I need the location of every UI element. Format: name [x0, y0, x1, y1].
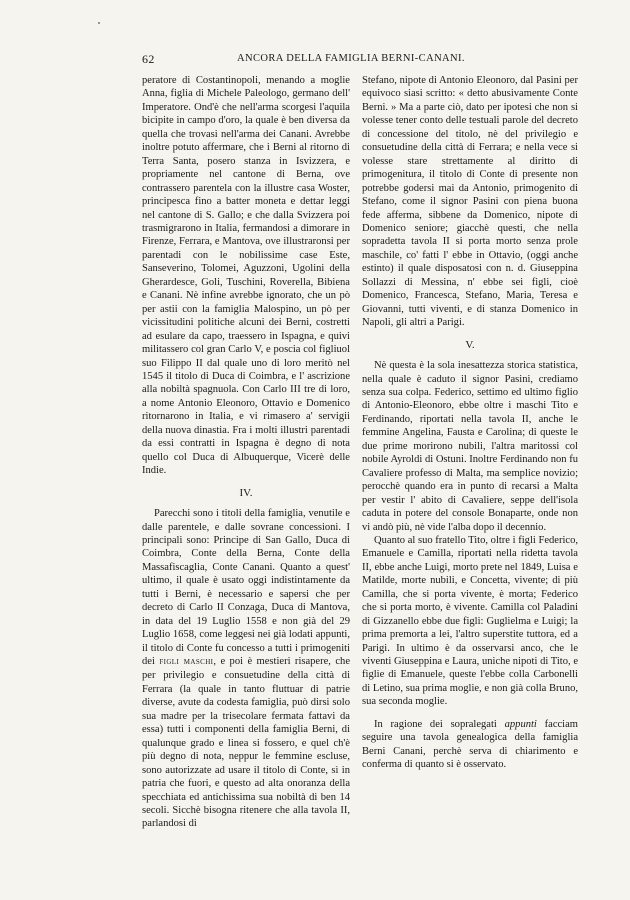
paragraph-right-4: [362, 718, 578, 772]
small-caps-phrase: figli maschi: [159, 657, 214, 668]
paragraph-left-2-part-b: , e poi è mestieri risapere, che per privilegio e consuetudine della città di Ferrara (la quale in tanto fluttuar di patrie diverse, avute da codesta famiglia, può dirsi solo sua madre per la trisecolare fermata fattavi da essa) tutti i componenti della famiglia Berni, di qualunque grado e linea si fossero, e quel ch'è più degno di nota, neppur le femmine escluse, sono autorizzate ad usare il titolo di Conte, sì in patria che fuori, e questo ad alta onoranza della specchiata ed antichissima sua nobiltà di ben 14 secoli. Sicchè bisogna ritenere che alla tavola II, parlandosi di: [142, 656, 350, 830]
section-heading-v: V.: [465, 338, 475, 351]
section-heading-iv: IV.: [239, 486, 253, 499]
italic-word-appunti: appunti: [504, 718, 537, 730]
paragraph-right-4-part-a: In ragione dei sopralegati: [374, 718, 497, 730]
paragraph-left-2-part-a: Parecchi sono i titoli della famiglia, venutile e dalle parentele, e dalle sovrane concessioni. I principali sono: Principe di San Gallo, Duca di Coimbra, Conte della Berna, Conte della Massafiscaglia, Conte Canani. Quanto a quest' ultimo, il quale è usato oggi indistintamente da tutti i Berni, è necessario e sapersi che per decreto di Carlo II Conzaga, Duca di Mantova, in data del 19 Luglio 1558 e non già del 29 Luglio 1658, come leggesi nei già lodati appunti, il titolo di Conte fu concesso a tutti i primogeniti dei: [142, 508, 350, 668]
paragraph-right-2: Nè questa è la sola inesattezza storica statistica, nella quale è caduto il signor Pasini, crediamo senza sua colpa. Federico, settimo ed ultimo figlio di Antonio-Eleonoro, ebbe oltre i maschi Tito e Ferdinando, riportati nella tavola II, anche le femmine Angelina, Fausta e Carolina; di queste le due prime morirono nubili, l'altra maritossi col nobile Ayroldi di Ostuni. Inoltre Ferdinando non fu Cavaliere professo di Malta, ma semplice novizio; perocchè quando era in punto di recarsi a Malta per vestir l' abito di Cavaliere, seppe dell'isola caduta in potere del console Bonaparte, onde non vi andò più, nè vide l'alba dopo il decennio.: [362, 360, 578, 533]
running-title: ANCORA DELLA FAMIGLIA BERNI-CANANI.: [237, 53, 465, 64]
page-number: 62: [142, 52, 155, 66]
paragraph-left-1: peratore di Costantinopoli, menando a moglie Anna, figlia di Michele Paleologo, germano dell' Imperatore. Ond'è che nell'arma scorgesi l'aquila bicipite in campo d'oro, la quale è ben diversa da quella che trovasi nell'arma dei Canani. Avrebbe inoltre potuto affermare, che i Berni al ritorno di Terra Santa, posero stanza in Isvizzera, e propriamente nel cantone di Berna, ove contrassero parentela con la illustre casa Woster, principesca fino a batter moneta e dettar leggi nel cantone di S. Gallo; e che dalla Svizzera poi trasmigrarono in Italia, fermandosi a dimorare in Firenze, Ferrara, e Mantova, ove illustraronsi per parentadi con le nobilissime case Este, Sanseverino, Tolomei, Aguzzoni, Ugolini della Gherardesce, Goli, Tuschini, Roverella, Bibiena e Canani. Nè infine avrebbe ignorato, che un pò per astii con la famiglia Malospino, un pò per vicissitudini politiche alcuni dei Berni, costretti ad esulare da capo, traessero in Ispagna, e quivi militassero col gran Carlo V, e poscia col figliuol suo Filippo II dal quale uno di loro meritò nel 1545 il titolo di Duca di Coimbra, e l' ascrizione alla nobiltà spagnuola. Con Carlo III tre di loro, a nome Antonio Eleonoro, Ottavio e Domenico ritornarono in Italia, e vi rimasero a' servigii della nuova dinastia. Fra i molti illustri parentadi da essi contratti in Ispagna è degno di nota quello col Duca di Albuquerque, Vicerè delle Indie.: [142, 75, 350, 477]
paragraph-left-2: [142, 507, 350, 831]
paragraph-right-4-part-b: facciam seguire una tavola genealogica della famiglia Berni Canani, perchè serva di chiarimento e conferma di quanto si è osservato.: [362, 718, 578, 771]
paragraph-right-3: Quanto al suo fratello Tito, oltre i figli Federico, Emanuele e Camilla, riportati nella ridetta tavola II, ebbe anche Luigi, morto prete nel 1849, Luisa e Matilde, morte nubili, e Concetta, vivente; di più Camilla, che si porta vivente, è morta; Federico che si porta morto, è vivente. Camilla col Paladini di Gizzanello ebbe due figli: Guglielma e Luigi; la prima premorta a lei, l'altro superstite tuttora, ed a Parigi. In ultimo è da osservarsi anco, che le viventi Giuseppina e Laura, uniche nipoti di Tito, e figlie di Emanuele, queste l'ebbe colla Carbonelli di Letino, sua prima moglie, e non già colla Bruno, sua seconda moglie.: [362, 534, 578, 708]
left-column: [142, 74, 350, 831]
page-speck: [98, 22, 100, 24]
paragraph-right-1: Stefano, nipote di Antonio Eleonoro, dal Pasini per equivoco siasi scritto: « detto abusivamente Conte Berni. » Ma a parte ciò, dato per ipotesi che non si volesse tener conto delle testuali parole del decreto di concessione del titolo, nè del privilegio e consuetudine della città di Ferrara; e nella vece si volesse stare strettamente al diritto di primogenitura, il titolo di Conte di presente non potrebbe godersi mai da Antonio, primogenito di Stefano, come il signor Pasini con piena buona fede afferma, sibbene da Domenico, nipote di Domenico seniore; giacchè questi, che nella sopradetta tavola II si porta morto senza prole maschile, co' fatti l' ebbe in Ottavio, (oggi anche estinto) il quale disposatosi con n. d. Giuseppina Sollazzi di Messina, n' ebbe sei figli, cioè Domenico, Francesca, Stefano, Maria, Teresa e Giovanni, tutti viventi, e di stanza Domenico in Napoli, gli altri a Parigi.: [362, 75, 578, 329]
right-column: [362, 74, 578, 772]
